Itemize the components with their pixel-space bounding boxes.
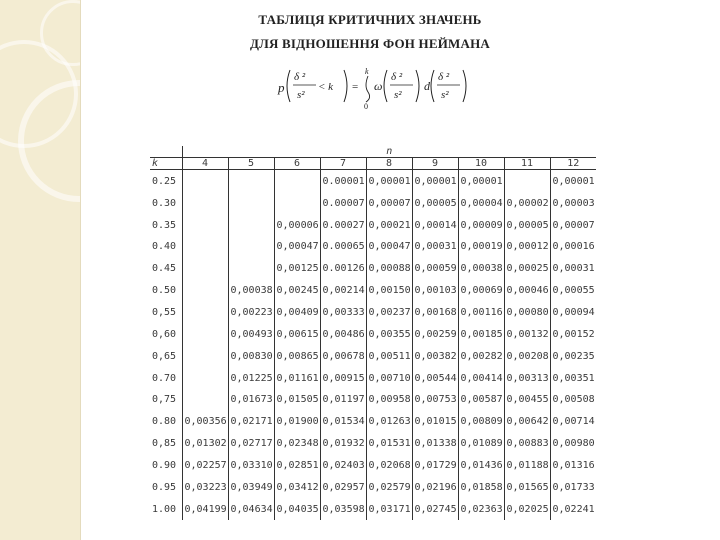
formula-delta-sq-2: δ ² bbox=[391, 71, 403, 83]
title-line-1: ТАБЛИЦЯ КРИТИЧНИХ ЗНАЧЕНЬ bbox=[258, 12, 482, 27]
table-cell: 0,02717 bbox=[228, 433, 274, 455]
table-cell: 0,00132 bbox=[504, 323, 550, 345]
table-cell: 0,00382 bbox=[412, 345, 458, 367]
critical-values-table bbox=[150, 146, 596, 520]
table-cell: 0,00031 bbox=[412, 236, 458, 258]
table-cell: 0,00313 bbox=[504, 367, 550, 389]
k-value: 0.90 bbox=[150, 454, 182, 476]
table-cell: 0,00642 bbox=[504, 411, 550, 433]
table-cell: 0,01505 bbox=[274, 389, 320, 411]
table-cell: 0,00016 bbox=[550, 236, 596, 258]
table-cell bbox=[182, 192, 228, 214]
table-cell: 0,01531 bbox=[366, 433, 412, 455]
formula-delta-sq: δ ² bbox=[294, 71, 306, 83]
column-header: 5 bbox=[228, 158, 274, 170]
table-cell: 0,02257 bbox=[182, 454, 228, 476]
table-cell: 0,01197 bbox=[320, 389, 366, 411]
table-cell: 0,00714 bbox=[550, 411, 596, 433]
table-cell: 0,01338 bbox=[412, 433, 458, 455]
table-cell: 0,03310 bbox=[228, 454, 274, 476]
table-cell: 0,00753 bbox=[412, 389, 458, 411]
formula bbox=[276, 62, 476, 110]
table-row bbox=[150, 454, 596, 476]
table-cell: 0,00152 bbox=[550, 323, 596, 345]
table-cell: 0,00014 bbox=[412, 214, 458, 236]
k-value: 0,75 bbox=[150, 389, 182, 411]
table-cell: 0,00038 bbox=[228, 280, 274, 302]
formula-s-sq-2: s² bbox=[394, 89, 402, 101]
table-cell: 0,00355 bbox=[366, 323, 412, 345]
decorative-side-panel bbox=[0, 0, 81, 540]
table-cell: 0,00004 bbox=[458, 192, 504, 214]
column-header: 9 bbox=[412, 158, 458, 170]
table-cell: 0,02579 bbox=[366, 476, 412, 498]
table-cell: 0,00019 bbox=[458, 236, 504, 258]
column-header: 6 bbox=[274, 158, 320, 170]
table-cell bbox=[182, 323, 228, 345]
table-cell: 0,04634 bbox=[228, 498, 274, 520]
table-cell: 0,00080 bbox=[504, 302, 550, 324]
table-row bbox=[150, 389, 596, 411]
table-cell bbox=[274, 170, 320, 193]
table-cell: 0,00587 bbox=[458, 389, 504, 411]
k-value: 0.95 bbox=[150, 476, 182, 498]
table-cell: 0,00809 bbox=[458, 411, 504, 433]
table-cell: 0,00094 bbox=[550, 302, 596, 324]
table-row bbox=[150, 170, 596, 193]
table-cell: 0,01900 bbox=[274, 411, 320, 433]
table-cell bbox=[228, 214, 274, 236]
formula-delta-sq-3: δ ² bbox=[438, 71, 450, 83]
table-cell: 0,00915 bbox=[320, 367, 366, 389]
table-cell bbox=[228, 192, 274, 214]
table-cell bbox=[274, 192, 320, 214]
table-cell: 0,00511 bbox=[366, 345, 412, 367]
table-cell: 0,00351 bbox=[550, 367, 596, 389]
table-cell bbox=[182, 214, 228, 236]
table-cell: 0,02348 bbox=[274, 433, 320, 455]
table-cell bbox=[182, 389, 228, 411]
table-cell: 0,00001 bbox=[550, 170, 596, 193]
table-row bbox=[150, 498, 596, 520]
k-value: 0.30 bbox=[150, 192, 182, 214]
column-header: 4 bbox=[182, 158, 228, 170]
table-cell: 0,03223 bbox=[182, 476, 228, 498]
table-cell: 0,00088 bbox=[366, 258, 412, 280]
table-cell bbox=[182, 258, 228, 280]
table-cell: 0,00356 bbox=[182, 411, 228, 433]
k-value: 0,85 bbox=[150, 433, 182, 455]
table-cell: 0,01733 bbox=[550, 476, 596, 498]
table-row bbox=[150, 367, 596, 389]
table-cell: 0,00047 bbox=[274, 236, 320, 258]
table-cell: 0,02196 bbox=[412, 476, 458, 498]
table-row bbox=[150, 258, 596, 280]
table-cell: 0,01858 bbox=[458, 476, 504, 498]
table-cell: 0,01161 bbox=[274, 367, 320, 389]
table-cell: 0,00059 bbox=[412, 258, 458, 280]
table-cell bbox=[182, 302, 228, 324]
table-cell: 0,00001 bbox=[412, 170, 458, 193]
column-header: 8 bbox=[366, 158, 412, 170]
table-cell: 0,00021 bbox=[366, 214, 412, 236]
table-cell: 0,00237 bbox=[366, 302, 412, 324]
table-cell: 0,03412 bbox=[274, 476, 320, 498]
table-cell: 0,03171 bbox=[366, 498, 412, 520]
table-cell: 0,00007 bbox=[550, 214, 596, 236]
table-cell: 0,03598 bbox=[320, 498, 366, 520]
formula-s-sq: s² bbox=[297, 89, 305, 101]
table-cell: 0,01263 bbox=[366, 411, 412, 433]
table-cell: 0,00116 bbox=[458, 302, 504, 324]
table-cell: 0.00065 bbox=[320, 236, 366, 258]
table-cell: 0,00333 bbox=[320, 302, 366, 324]
table-cell: 0,00883 bbox=[504, 433, 550, 455]
table-cell: 0,00150 bbox=[366, 280, 412, 302]
table-cell: 0,00009 bbox=[458, 214, 504, 236]
table-cell: 0,00046 bbox=[504, 280, 550, 302]
table-cell: 0,01932 bbox=[320, 433, 366, 455]
formula-eq: = bbox=[352, 81, 359, 93]
table-cell: 0,00282 bbox=[458, 345, 504, 367]
column-header: 10 bbox=[458, 158, 504, 170]
k-value: 0.50 bbox=[150, 280, 182, 302]
table-cell: 0,00486 bbox=[320, 323, 366, 345]
column-header: 7 bbox=[320, 158, 366, 170]
k-value: 0.40 bbox=[150, 236, 182, 258]
table-cell: 0,02068 bbox=[366, 454, 412, 476]
table-cell: 0,01436 bbox=[458, 454, 504, 476]
table-cell: 0,00001 bbox=[458, 170, 504, 193]
table-cell bbox=[228, 170, 274, 193]
table-cell: 0,03949 bbox=[228, 476, 274, 498]
k-value: 0,55 bbox=[150, 302, 182, 324]
table-cell: 0,00047 bbox=[366, 236, 412, 258]
table-cell: 0,01565 bbox=[504, 476, 550, 498]
table-cell: 0.00007 bbox=[320, 192, 366, 214]
formula-svg bbox=[276, 62, 476, 110]
k-value: 1.00 bbox=[150, 498, 182, 520]
k-value: 0.80 bbox=[150, 411, 182, 433]
table-cell: 0,00235 bbox=[550, 345, 596, 367]
table-cell: 0,00012 bbox=[504, 236, 550, 258]
table-cell bbox=[228, 236, 274, 258]
k-label: k bbox=[150, 158, 182, 170]
table-cell: 0,00980 bbox=[550, 433, 596, 455]
table-cell: 0,00830 bbox=[228, 345, 274, 367]
k-value: 0.70 bbox=[150, 367, 182, 389]
table-cell: 0,00103 bbox=[412, 280, 458, 302]
table-cell: 0,00615 bbox=[274, 323, 320, 345]
table-row bbox=[150, 433, 596, 455]
table-cell: 0,01316 bbox=[550, 454, 596, 476]
table-cell: 0,02957 bbox=[320, 476, 366, 498]
table-cell: 0,00125 bbox=[274, 258, 320, 280]
table-cell bbox=[182, 280, 228, 302]
table-cell bbox=[228, 258, 274, 280]
formula-lt-k: < k bbox=[318, 81, 334, 93]
column-header: 11 bbox=[504, 158, 550, 170]
table-cell: 0,02403 bbox=[320, 454, 366, 476]
table-cell bbox=[182, 367, 228, 389]
table-cell: 0,01302 bbox=[182, 433, 228, 455]
table-cell: 0,00865 bbox=[274, 345, 320, 367]
formula-omega: ω bbox=[374, 79, 383, 93]
table-cell: 0,00002 bbox=[504, 192, 550, 214]
table-cell: 0,00185 bbox=[458, 323, 504, 345]
table-row bbox=[150, 411, 596, 433]
table-cell: 0,00005 bbox=[504, 214, 550, 236]
table-cell: 0,00214 bbox=[320, 280, 366, 302]
table-row bbox=[150, 236, 596, 258]
table-cell: 0,00069 bbox=[458, 280, 504, 302]
table-cell bbox=[504, 170, 550, 193]
table-cell bbox=[182, 345, 228, 367]
table-cell: 0,00007 bbox=[366, 192, 412, 214]
table-cell: 0,00005 bbox=[412, 192, 458, 214]
title-line-2: ДЛЯ ВІДНОШЕННЯ ФОН НЕЙМАНА bbox=[249, 36, 491, 51]
table-cell: 0,04035 bbox=[274, 498, 320, 520]
table-row bbox=[150, 302, 596, 324]
table-cell: 0,02745 bbox=[412, 498, 458, 520]
table-cell: 0,00025 bbox=[504, 258, 550, 280]
formula-d: d bbox=[424, 79, 430, 93]
formula-lower-limit: 0 bbox=[364, 102, 368, 110]
table-cell: 0,01015 bbox=[412, 411, 458, 433]
table-cell: 0,00493 bbox=[228, 323, 274, 345]
k-value: 0.25 bbox=[150, 170, 182, 193]
table-cell: 0.00027 bbox=[320, 214, 366, 236]
table-row bbox=[150, 280, 596, 302]
table-cell: 0,01225 bbox=[228, 367, 274, 389]
header-blank-cell bbox=[150, 146, 182, 158]
table-cell: 0,02241 bbox=[550, 498, 596, 520]
table-row bbox=[150, 192, 596, 214]
table-cell: 0,00038 bbox=[458, 258, 504, 280]
table-cell: 0,01089 bbox=[458, 433, 504, 455]
k-value: 0,65 bbox=[150, 345, 182, 367]
table-cell: 0,00508 bbox=[550, 389, 596, 411]
table-cell: 0,00003 bbox=[550, 192, 596, 214]
table-cell bbox=[182, 170, 228, 193]
table-cell: 0,00455 bbox=[504, 389, 550, 411]
table-cell: 0,00544 bbox=[412, 367, 458, 389]
table-cell: 0,01673 bbox=[228, 389, 274, 411]
table-cell: 0,00245 bbox=[274, 280, 320, 302]
formula-upper-limit: k bbox=[365, 67, 369, 76]
table-cell: 0,02171 bbox=[228, 411, 274, 433]
table-cell: 0,04199 bbox=[182, 498, 228, 520]
table-cell: 0,00259 bbox=[412, 323, 458, 345]
table-cell: 0,02851 bbox=[274, 454, 320, 476]
table-cell: 0,01534 bbox=[320, 411, 366, 433]
table-cell: 0,01188 bbox=[504, 454, 550, 476]
table-row bbox=[150, 214, 596, 236]
critical-values-table-wrap bbox=[150, 146, 596, 520]
table-cell bbox=[182, 236, 228, 258]
table-cell: 0,00414 bbox=[458, 367, 504, 389]
table-cell: 0,00168 bbox=[412, 302, 458, 324]
table-cell: 0,00409 bbox=[274, 302, 320, 324]
table-cell: 0,02025 bbox=[504, 498, 550, 520]
table-cell: 0,00001 bbox=[366, 170, 412, 193]
column-header: 12 bbox=[550, 158, 596, 170]
k-value: 0.35 bbox=[150, 214, 182, 236]
table-row bbox=[150, 323, 596, 345]
k-value: 0.45 bbox=[150, 258, 182, 280]
table-row bbox=[150, 345, 596, 367]
table-row bbox=[150, 476, 596, 498]
k-value: 0,60 bbox=[150, 323, 182, 345]
table-cell: 0,00031 bbox=[550, 258, 596, 280]
n-label: n bbox=[182, 146, 596, 158]
table-cell: 0,00223 bbox=[228, 302, 274, 324]
table-cell: 0,00055 bbox=[550, 280, 596, 302]
table-cell: 0,01729 bbox=[412, 454, 458, 476]
table-cell: 0.00126 bbox=[320, 258, 366, 280]
table-cell: 0,00208 bbox=[504, 345, 550, 367]
table-cell: 0,00710 bbox=[366, 367, 412, 389]
formula-p: p bbox=[278, 80, 285, 95]
table-cell: 0,00678 bbox=[320, 345, 366, 367]
table-cell: 0,00958 bbox=[366, 389, 412, 411]
table-cell: 0,02363 bbox=[458, 498, 504, 520]
formula-s-sq-3: s² bbox=[441, 89, 449, 101]
table-cell: 0.00001 bbox=[320, 170, 366, 193]
table-cell: 0,00006 bbox=[274, 214, 320, 236]
